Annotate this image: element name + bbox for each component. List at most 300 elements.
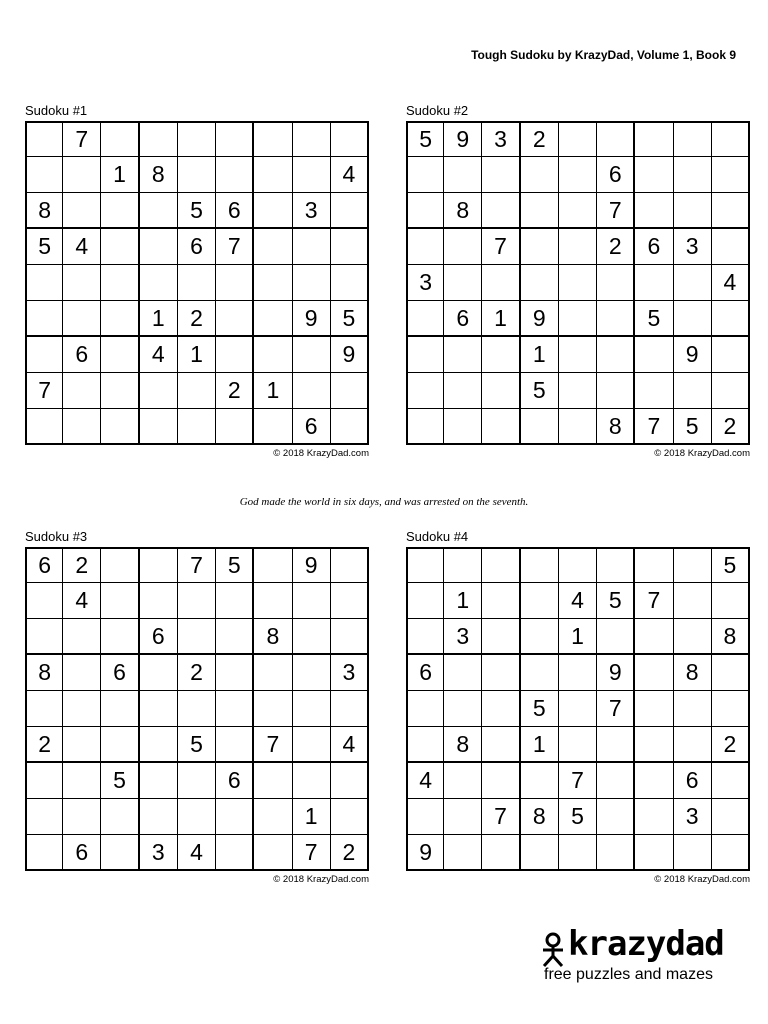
sudoku-cell (101, 409, 139, 445)
sudoku-cell: 7 (482, 799, 520, 835)
sudoku-cell (444, 229, 482, 265)
sudoku-cell (216, 619, 254, 655)
sudoku-cell (25, 691, 63, 727)
sudoku-cell (406, 373, 444, 409)
sudoku-cell (216, 835, 254, 871)
sudoku-cell (63, 619, 101, 655)
sudoku-cell (635, 655, 673, 691)
sudoku-cell: 3 (140, 835, 178, 871)
sudoku-cell: 2 (712, 409, 750, 445)
sudoku-cell (331, 193, 369, 229)
sudoku-cell (331, 583, 369, 619)
sudoku-cell (674, 835, 712, 871)
sudoku-cell (482, 373, 520, 409)
sudoku-cell (101, 193, 139, 229)
sudoku-cell (482, 193, 520, 229)
sudoku-cell (597, 799, 635, 835)
sudoku-cell (101, 337, 139, 373)
sudoku-cell: 4 (140, 337, 178, 373)
krazydad-figure-icon (540, 932, 566, 968)
sudoku-cell (521, 655, 559, 691)
sudoku-cell (444, 265, 482, 301)
sudoku-cell (444, 655, 482, 691)
sudoku-cell (216, 727, 254, 763)
sudoku-cell: 7 (635, 409, 673, 445)
sudoku-cell (178, 157, 216, 193)
sudoku-cell: 1 (254, 373, 292, 409)
sudoku-cell (559, 727, 597, 763)
sudoku-cell (63, 409, 101, 445)
sudoku-cell (674, 727, 712, 763)
sudoku-cell (712, 121, 750, 157)
sudoku-cell: 3 (674, 799, 712, 835)
sudoku-cell: 5 (178, 193, 216, 229)
sudoku-cell (521, 763, 559, 799)
sudoku-cell (216, 265, 254, 301)
sudoku-cell: 5 (331, 301, 369, 337)
sudoku-cell (178, 121, 216, 157)
sudoku-cell: 5 (521, 691, 559, 727)
sudoku-cell: 9 (521, 301, 559, 337)
sudoku-cell: 1 (140, 301, 178, 337)
sudoku-cell (331, 691, 369, 727)
sudoku-cell (559, 547, 597, 583)
sudoku-cell: 6 (178, 229, 216, 265)
sudoku-cell: 9 (331, 337, 369, 373)
sudoku-cell (521, 547, 559, 583)
sudoku-cell: 9 (406, 835, 444, 871)
sudoku-cell (293, 727, 331, 763)
sudoku-cell: 1 (101, 157, 139, 193)
sudoku-cell (254, 265, 292, 301)
sudoku-cell: 7 (559, 763, 597, 799)
sudoku-cell (406, 727, 444, 763)
sudoku-cell (712, 655, 750, 691)
sudoku-cell: 6 (293, 409, 331, 445)
sudoku-cell (25, 409, 63, 445)
sudoku-cell (712, 835, 750, 871)
sudoku-cell (178, 409, 216, 445)
puzzle-title: Sudoku #4 (406, 529, 469, 544)
sudoku-cell: 8 (25, 655, 63, 691)
sudoku-cell (521, 583, 559, 619)
sudoku-cell (216, 121, 254, 157)
sudoku-cell (559, 121, 597, 157)
sudoku-cell: 7 (482, 229, 520, 265)
sudoku-cell (140, 799, 178, 835)
sudoku-cell: 2 (178, 655, 216, 691)
sudoku-cell: 6 (444, 301, 482, 337)
sudoku-cell (140, 691, 178, 727)
sudoku-cell (63, 799, 101, 835)
sudoku-cell (254, 655, 292, 691)
sudoku-cell (521, 157, 559, 193)
sudoku-cell: 9 (293, 301, 331, 337)
sudoku-cell (254, 337, 292, 373)
sudoku-cell: 6 (140, 619, 178, 655)
sudoku-cell: 5 (674, 409, 712, 445)
logo-wordmark: krazydad (568, 924, 724, 964)
sudoku-cell (216, 799, 254, 835)
sudoku-cell (635, 121, 673, 157)
sudoku-cell (406, 547, 444, 583)
sudoku-cell (216, 157, 254, 193)
sudoku-cell (444, 409, 482, 445)
sudoku-cell (101, 373, 139, 409)
sudoku-cell (674, 193, 712, 229)
sudoku-cell (674, 691, 712, 727)
sudoku-cell (559, 229, 597, 265)
sudoku-cell (25, 337, 63, 373)
sudoku-cell (254, 691, 292, 727)
sudoku-cell (406, 337, 444, 373)
sudoku-cell (521, 229, 559, 265)
sudoku-cell (597, 835, 635, 871)
sudoku-cell (521, 265, 559, 301)
sudoku-cell (406, 301, 444, 337)
sudoku-cell: 7 (635, 583, 673, 619)
sudoku-cell (597, 337, 635, 373)
sudoku-cell (216, 655, 254, 691)
sudoku-cell: 5 (635, 301, 673, 337)
sudoku-cell (25, 121, 63, 157)
sudoku-cell: 3 (331, 655, 369, 691)
sudoku-cell: 1 (444, 583, 482, 619)
quote-text: God made the world in six days, and was arrested on the seventh. (239, 496, 529, 508)
sudoku-cell: 6 (635, 229, 673, 265)
sudoku-cell (674, 301, 712, 337)
sudoku-cell (482, 337, 520, 373)
sudoku-cell (674, 583, 712, 619)
sudoku-cell: 1 (521, 727, 559, 763)
sudoku-cell (216, 409, 254, 445)
sudoku-cell (331, 547, 369, 583)
sudoku-cell (101, 547, 139, 583)
sudoku-cell: 6 (674, 763, 712, 799)
sudoku-cell: 6 (25, 547, 63, 583)
puzzle-title: Sudoku #3 (25, 529, 88, 544)
sudoku-cell: 2 (597, 229, 635, 265)
sudoku-cell (331, 763, 369, 799)
sudoku-cell (140, 655, 178, 691)
sudoku-cell (25, 583, 63, 619)
sudoku-cell: 8 (254, 619, 292, 655)
sudoku-cell (293, 265, 331, 301)
sudoku-cell: 7 (254, 727, 292, 763)
sudoku-cell: 2 (521, 121, 559, 157)
sudoku-cell (406, 583, 444, 619)
sudoku-cell (331, 373, 369, 409)
sudoku-cell: 4 (63, 583, 101, 619)
sudoku-cell (559, 655, 597, 691)
sudoku-cell: 9 (444, 121, 482, 157)
sudoku-cell: 6 (63, 337, 101, 373)
sudoku-cell (635, 691, 673, 727)
sudoku-cell (597, 121, 635, 157)
sudoku-cell (101, 229, 139, 265)
sudoku-cell: 8 (25, 193, 63, 229)
sudoku-cell (178, 691, 216, 727)
sudoku-cell (254, 409, 292, 445)
sudoku-cell (674, 121, 712, 157)
sudoku-cell (712, 193, 750, 229)
sudoku-cell (635, 337, 673, 373)
sudoku-cell (101, 121, 139, 157)
sudoku-cell: 4 (331, 727, 369, 763)
sudoku-cell (444, 157, 482, 193)
sudoku-cell (293, 121, 331, 157)
sudoku-cell (25, 301, 63, 337)
sudoku-cell (293, 373, 331, 409)
page-header-title: Tough Sudoku by KrazyDad, Volume 1, Book 9 (471, 48, 736, 62)
sudoku-cell (482, 691, 520, 727)
sudoku-cell: 2 (63, 547, 101, 583)
sudoku-cell (140, 409, 178, 445)
sudoku-cell (178, 763, 216, 799)
sudoku-cell (559, 301, 597, 337)
sudoku-cell (140, 727, 178, 763)
sudoku-cell: 7 (597, 691, 635, 727)
sudoku-cell: 5 (178, 727, 216, 763)
sudoku-cell (597, 763, 635, 799)
sudoku-cell (635, 373, 673, 409)
sudoku-cell (444, 337, 482, 373)
copyright-text: © 2018 KrazyDad.com (273, 874, 369, 885)
sudoku-cell: 8 (674, 655, 712, 691)
sudoku-cell (140, 583, 178, 619)
copyright-text: © 2018 KrazyDad.com (654, 448, 750, 459)
sudoku-cell (63, 373, 101, 409)
sudoku-cell (293, 619, 331, 655)
sudoku-cell (406, 409, 444, 445)
sudoku-cell (482, 157, 520, 193)
sudoku-cell (254, 763, 292, 799)
sudoku-cell (482, 265, 520, 301)
sudoku-cell (406, 691, 444, 727)
sudoku-cell (293, 157, 331, 193)
sudoku-cell (482, 835, 520, 871)
sudoku-cell (293, 691, 331, 727)
sudoku-cell: 7 (63, 121, 101, 157)
sudoku-cell (444, 691, 482, 727)
sudoku-cell (635, 799, 673, 835)
sudoku-cell (674, 619, 712, 655)
sudoku-cell (559, 337, 597, 373)
sudoku-cell: 2 (712, 727, 750, 763)
sudoku-cell (597, 619, 635, 655)
sudoku-cell (635, 727, 673, 763)
sudoku-cell (216, 301, 254, 337)
sudoku-cell (293, 655, 331, 691)
sudoku-cell (63, 265, 101, 301)
puzzle-title: Sudoku #2 (406, 103, 469, 118)
sudoku-cell: 5 (216, 547, 254, 583)
sudoku-cell (254, 547, 292, 583)
sudoku-cell (293, 763, 331, 799)
sudoku-cell: 8 (444, 193, 482, 229)
krazydad-logo (540, 924, 740, 990)
sudoku-cell (178, 373, 216, 409)
sudoku-cell: 5 (521, 373, 559, 409)
sudoku-cell (635, 619, 673, 655)
sudoku-cell: 8 (444, 727, 482, 763)
sudoku-puzzle-4 (406, 529, 750, 885)
sudoku-cell (331, 265, 369, 301)
sudoku-cell (444, 763, 482, 799)
puzzle-title: Sudoku #1 (25, 103, 88, 118)
sudoku-cell: 3 (293, 193, 331, 229)
sudoku-cell (101, 265, 139, 301)
sudoku-cell (25, 799, 63, 835)
sudoku-cell (25, 763, 63, 799)
sudoku-cell (712, 301, 750, 337)
sudoku-cell: 4 (406, 763, 444, 799)
sudoku-cell (140, 121, 178, 157)
sudoku-cell (331, 229, 369, 265)
sudoku-cell: 5 (101, 763, 139, 799)
sudoku-cell (406, 193, 444, 229)
sudoku-cell (482, 655, 520, 691)
sudoku-cell (406, 157, 444, 193)
sudoku-cell (635, 835, 673, 871)
sudoku-cell (559, 691, 597, 727)
sudoku-cell (254, 799, 292, 835)
sudoku-cell (712, 229, 750, 265)
sudoku-cell (444, 799, 482, 835)
sudoku-cell (293, 337, 331, 373)
sudoku-cell (140, 193, 178, 229)
sudoku-cell: 6 (216, 193, 254, 229)
sudoku-cell (559, 193, 597, 229)
sudoku-cell: 2 (178, 301, 216, 337)
sudoku-cell: 1 (178, 337, 216, 373)
sudoku-cell: 1 (521, 337, 559, 373)
sudoku-cell (482, 547, 520, 583)
sudoku-cell (216, 337, 254, 373)
sudoku-cell: 8 (597, 409, 635, 445)
sudoku-cell: 2 (216, 373, 254, 409)
sudoku-cell (25, 619, 63, 655)
sudoku-cell (63, 655, 101, 691)
sudoku-cell: 3 (674, 229, 712, 265)
sudoku-cell (331, 799, 369, 835)
sudoku-cell (712, 373, 750, 409)
sudoku-cell (597, 547, 635, 583)
sudoku-cell (63, 193, 101, 229)
sudoku-cell (559, 265, 597, 301)
sudoku-cell: 5 (559, 799, 597, 835)
sudoku-cell (178, 799, 216, 835)
sudoku-cell (254, 301, 292, 337)
sudoku-cell (63, 691, 101, 727)
sudoku-cell (101, 835, 139, 871)
sudoku-cell (635, 193, 673, 229)
sudoku-cell: 8 (521, 799, 559, 835)
sudoku-cell (559, 835, 597, 871)
sudoku-cell: 7 (293, 835, 331, 871)
sudoku-cell: 5 (712, 547, 750, 583)
sudoku-cell (482, 727, 520, 763)
sudoku-cell (25, 157, 63, 193)
sudoku-cell (406, 799, 444, 835)
sudoku-cell (597, 265, 635, 301)
sudoku-cell: 4 (559, 583, 597, 619)
sudoku-cell (559, 373, 597, 409)
sudoku-cell: 2 (25, 727, 63, 763)
sudoku-cell (597, 727, 635, 763)
sudoku-cell (635, 265, 673, 301)
sudoku-cell (140, 373, 178, 409)
sudoku-cell (140, 265, 178, 301)
sudoku-cell: 7 (178, 547, 216, 583)
sudoku-cell: 2 (331, 835, 369, 871)
sudoku-cell (63, 763, 101, 799)
sudoku-cell: 4 (331, 157, 369, 193)
sudoku-cell: 6 (101, 655, 139, 691)
copyright-text: © 2018 KrazyDad.com (273, 448, 369, 459)
sudoku-cell (482, 583, 520, 619)
sudoku-cell: 4 (178, 835, 216, 871)
sudoku-cell: 7 (597, 193, 635, 229)
sudoku-cell (254, 121, 292, 157)
sudoku-cell: 6 (597, 157, 635, 193)
sudoku-cell (216, 583, 254, 619)
sudoku-cell (635, 763, 673, 799)
sudoku-cell: 6 (406, 655, 444, 691)
sudoku-cell (101, 583, 139, 619)
sudoku-cell (712, 157, 750, 193)
sudoku-cell: 7 (216, 229, 254, 265)
sudoku-cell (254, 583, 292, 619)
sudoku-cell (712, 337, 750, 373)
sudoku-cell (559, 157, 597, 193)
sudoku-cell (674, 547, 712, 583)
sudoku-cell (635, 157, 673, 193)
sudoku-cell (674, 157, 712, 193)
sudoku-cell (254, 835, 292, 871)
sudoku-cell: 5 (406, 121, 444, 157)
sudoku-grid (25, 121, 369, 445)
sudoku-cell (521, 619, 559, 655)
sudoku-cell (25, 265, 63, 301)
sudoku-cell: 8 (712, 619, 750, 655)
sudoku-cell: 1 (293, 799, 331, 835)
sudoku-puzzle-3 (25, 529, 369, 885)
sudoku-cell (178, 619, 216, 655)
sudoku-cell (254, 157, 292, 193)
sudoku-cell: 8 (140, 157, 178, 193)
sudoku-cell (101, 799, 139, 835)
sudoku-cell (178, 583, 216, 619)
sudoku-cell (178, 265, 216, 301)
sudoku-cell (140, 229, 178, 265)
sudoku-cell (674, 373, 712, 409)
sudoku-cell: 3 (482, 121, 520, 157)
sudoku-cell (406, 619, 444, 655)
sudoku-cell: 4 (712, 265, 750, 301)
sudoku-cell: 5 (597, 583, 635, 619)
sudoku-cell: 9 (597, 655, 635, 691)
sudoku-cell (331, 409, 369, 445)
sudoku-cell (140, 763, 178, 799)
sudoku-cell: 6 (216, 763, 254, 799)
sudoku-cell: 9 (293, 547, 331, 583)
sudoku-cell (101, 619, 139, 655)
sudoku-cell (63, 727, 101, 763)
sudoku-cell (712, 583, 750, 619)
sudoku-cell (406, 229, 444, 265)
sudoku-cell (254, 193, 292, 229)
